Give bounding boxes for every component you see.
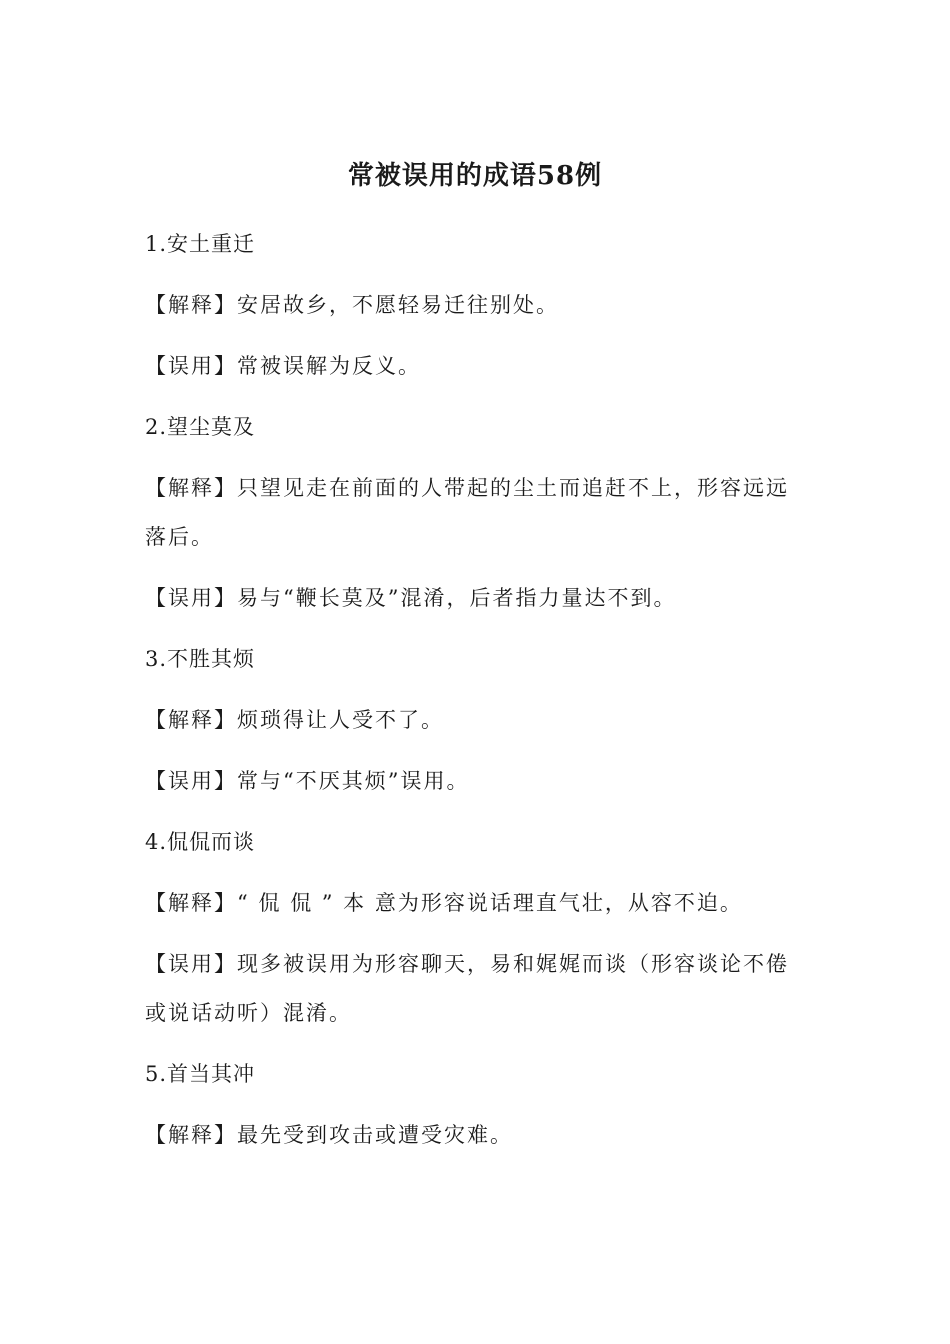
idiom-heading: 5.首当其冲 (145, 1062, 256, 1086)
explanation-paragraph: 【解释】烦琐得让人受不了。 (145, 708, 444, 732)
idiom-heading: 3.不胜其烦 (145, 647, 256, 671)
explanation-paragraph: 【解释】只望见走在前面的人带起的尘土而追赶不上，形容远远落后。 (145, 476, 789, 549)
explanation-paragraph: 【解释】“ 侃 侃 ” 本 意为形容说话理直气壮，从容不迫。 (145, 891, 743, 915)
document-body (145, 220, 810, 1172)
idiom-heading: 1.安土重迁 (145, 232, 256, 256)
idiom-heading: 4.侃侃而谈 (145, 830, 256, 854)
misuse-paragraph: 【误用】现多被误用为形容聊天，易和娓娓而谈（形容谈论不倦或说话动听）混淆。 (145, 952, 789, 1025)
misuse-paragraph: 【误用】常被误解为反义。 (145, 354, 421, 378)
idiom-heading: 2.望尘莫及 (145, 415, 256, 439)
explanation-paragraph: 【解释】最先受到攻击或遭受灾难。 (145, 1123, 513, 1147)
document-title: 常被误用的成语58例 (347, 161, 603, 191)
misuse-paragraph: 【误用】常与“不厌其烦”误用。 (145, 769, 470, 793)
misuse-paragraph: 【误用】易与“鞭长莫及”混淆，后者指力量达不到。 (145, 586, 677, 610)
explanation-paragraph: 【解释】安居故乡，不愿轻易迁往别处。 (145, 293, 559, 317)
